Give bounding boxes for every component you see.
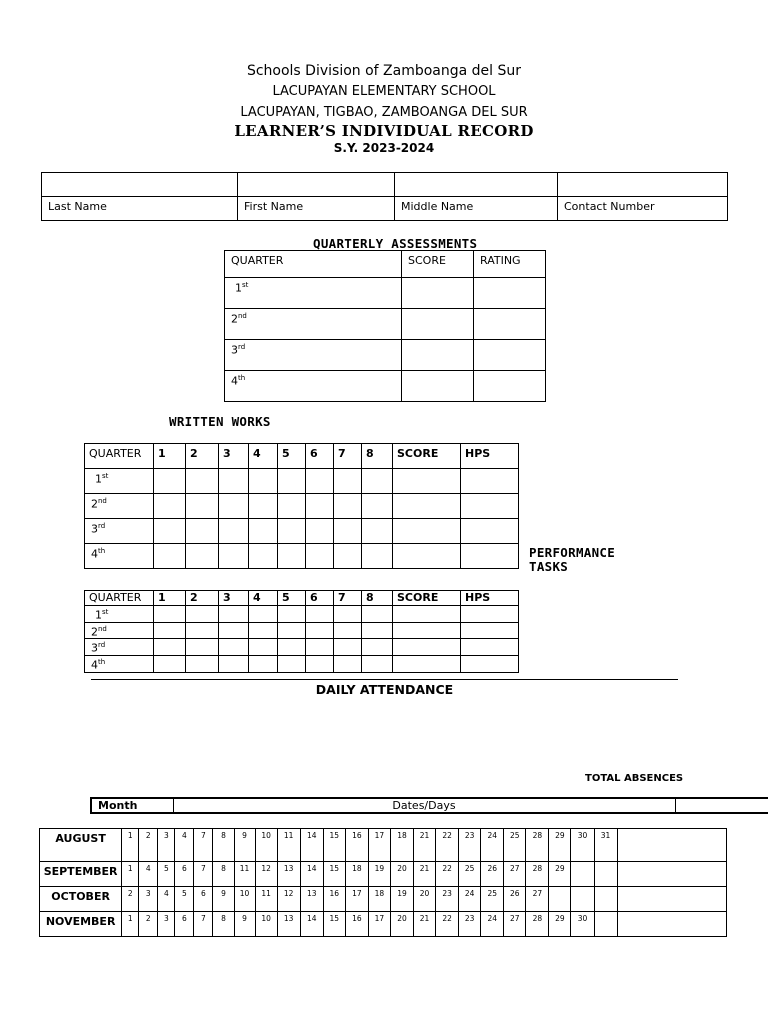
month-label: AUGUST bbox=[40, 829, 122, 862]
empty-day-cell[interactable] bbox=[571, 862, 594, 887]
day-cell[interactable]: 13 bbox=[277, 912, 300, 937]
score-cell[interactable] bbox=[278, 519, 306, 544]
day-cell[interactable]: 27 bbox=[526, 887, 549, 912]
total-absences-cell[interactable] bbox=[617, 887, 726, 912]
score-cell[interactable] bbox=[306, 639, 334, 656]
first-name-entry[interactable] bbox=[238, 173, 395, 197]
school-address: LACUPAYAN, TIGBAO, ZAMBOANGA DEL SUR bbox=[240, 105, 528, 120]
item-header-7: 7 bbox=[334, 444, 362, 469]
day-cell[interactable]: 8 bbox=[213, 829, 234, 862]
section-divider bbox=[91, 679, 678, 680]
score-cell[interactable] bbox=[306, 519, 334, 544]
score-header: SCORE bbox=[393, 444, 461, 469]
score-cell[interactable] bbox=[334, 494, 362, 519]
name-table bbox=[41, 172, 728, 221]
score-cell[interactable] bbox=[278, 606, 306, 623]
empty-day-cell[interactable] bbox=[594, 862, 617, 887]
quarter-label: 4th bbox=[85, 655, 154, 672]
dates-days-header: Dates/Days bbox=[173, 798, 675, 813]
day-cell[interactable]: 22 bbox=[436, 862, 459, 887]
score-cell[interactable] bbox=[219, 655, 249, 672]
score-cell[interactable] bbox=[186, 469, 219, 494]
score-header: SCORE bbox=[393, 591, 461, 606]
day-cell[interactable]: 25 bbox=[481, 887, 504, 912]
day-cell[interactable]: 11 bbox=[277, 829, 300, 862]
score-cell[interactable] bbox=[219, 519, 249, 544]
day-cell[interactable]: 3 bbox=[158, 912, 175, 937]
day-cell[interactable]: 18 bbox=[368, 887, 390, 912]
day-cell[interactable]: 6 bbox=[175, 862, 194, 887]
score-cell[interactable] bbox=[306, 606, 334, 623]
score-cell[interactable] bbox=[219, 494, 249, 519]
day-cell[interactable]: 22 bbox=[436, 912, 459, 937]
contact-number-label: Contact Number bbox=[558, 197, 728, 221]
attendance-table bbox=[39, 828, 727, 937]
item-header-4: 4 bbox=[249, 444, 278, 469]
quarter-label: 3rd bbox=[85, 519, 154, 544]
score-cell[interactable] bbox=[154, 622, 186, 639]
score-cell[interactable] bbox=[362, 494, 393, 519]
day-cell[interactable]: 16 bbox=[345, 829, 368, 862]
score-cell[interactable] bbox=[249, 469, 278, 494]
total-absences-header-cell bbox=[675, 798, 768, 813]
empty-day-cell[interactable] bbox=[549, 887, 571, 912]
day-cell[interactable]: 15 bbox=[323, 829, 345, 862]
day-cell[interactable]: 5 bbox=[158, 862, 175, 887]
item-header-6: 6 bbox=[306, 591, 334, 606]
school-name: LACUPAYAN ELEMENTARY SCHOOL bbox=[272, 84, 496, 99]
item-header-3: 3 bbox=[219, 591, 249, 606]
month-header: Month bbox=[91, 798, 173, 813]
division-name: Schools Division of Zamboanga del Sur bbox=[246, 63, 522, 79]
item-header-1: 1 bbox=[154, 591, 186, 606]
score-cell[interactable] bbox=[393, 494, 461, 519]
item-header-2: 2 bbox=[186, 591, 219, 606]
score-cell[interactable] bbox=[334, 544, 362, 569]
score-cell[interactable] bbox=[334, 469, 362, 494]
item-header-8: 8 bbox=[362, 591, 393, 606]
score-cell[interactable] bbox=[393, 606, 461, 623]
score-cell[interactable] bbox=[249, 639, 278, 656]
day-cell[interactable]: 15 bbox=[323, 862, 345, 887]
score-header: SCORE bbox=[402, 251, 474, 278]
day-cell[interactable]: 25 bbox=[459, 862, 481, 887]
score-cell[interactable] bbox=[393, 622, 461, 639]
day-cell[interactable]: 10 bbox=[234, 887, 255, 912]
score-cell[interactable] bbox=[186, 622, 219, 639]
day-cell[interactable]: 1 bbox=[122, 862, 139, 887]
score-cell[interactable] bbox=[249, 655, 278, 672]
middle-name-entry[interactable] bbox=[395, 173, 558, 197]
hps-header: HPS bbox=[461, 444, 519, 469]
item-header-5: 5 bbox=[278, 444, 306, 469]
score-cell[interactable] bbox=[461, 655, 519, 672]
score-cell[interactable] bbox=[393, 469, 461, 494]
day-cell[interactable]: 2 bbox=[122, 887, 139, 912]
score-cell[interactable] bbox=[249, 494, 278, 519]
day-cell[interactable]: 9 bbox=[234, 912, 255, 937]
total-absences-cell[interactable] bbox=[617, 912, 726, 937]
day-cell[interactable]: 2 bbox=[139, 912, 158, 937]
performance-title-line1: PERFORMANCE bbox=[529, 545, 616, 560]
school-year: S.Y. 2023-2024 bbox=[333, 141, 435, 155]
day-cell[interactable]: 7 bbox=[194, 912, 213, 937]
day-cell[interactable]: 30 bbox=[571, 829, 594, 862]
score-cell[interactable] bbox=[402, 371, 474, 402]
score-cell[interactable] bbox=[362, 544, 393, 569]
day-cell[interactable]: 29 bbox=[549, 912, 571, 937]
attendance-row-november bbox=[40, 912, 727, 937]
score-cell[interactable] bbox=[334, 622, 362, 639]
day-cell[interactable]: 14 bbox=[300, 912, 323, 937]
day-cell[interactable]: 21 bbox=[414, 912, 436, 937]
day-cell[interactable]: 24 bbox=[459, 887, 481, 912]
day-cell[interactable]: 24 bbox=[481, 912, 504, 937]
score-cell[interactable] bbox=[278, 494, 306, 519]
day-cell[interactable]: 11 bbox=[234, 862, 255, 887]
day-cell[interactable]: 18 bbox=[345, 862, 368, 887]
score-cell[interactable] bbox=[334, 519, 362, 544]
day-cell[interactable]: 7 bbox=[194, 862, 213, 887]
score-cell[interactable] bbox=[362, 519, 393, 544]
score-cell[interactable] bbox=[362, 622, 393, 639]
score-cell[interactable] bbox=[402, 309, 474, 340]
day-cell[interactable]: 20 bbox=[390, 912, 413, 937]
score-cell[interactable] bbox=[393, 544, 461, 569]
month-label: NOVEMBER bbox=[40, 912, 122, 937]
score-cell[interactable] bbox=[219, 606, 249, 623]
score-cell[interactable] bbox=[461, 622, 519, 639]
day-cell[interactable]: 25 bbox=[504, 829, 526, 862]
day-cell[interactable]: 27 bbox=[504, 912, 526, 937]
item-header-6: 6 bbox=[306, 444, 334, 469]
month-label: SEPTEMBER bbox=[40, 862, 122, 887]
day-cell[interactable]: 14 bbox=[300, 829, 323, 862]
month-dates-header bbox=[90, 797, 768, 814]
month-label: OCTOBER bbox=[40, 887, 122, 912]
score-cell[interactable] bbox=[219, 639, 249, 656]
hps-header: HPS bbox=[461, 591, 519, 606]
score-cell[interactable] bbox=[154, 639, 186, 656]
day-cell[interactable]: 12 bbox=[277, 887, 300, 912]
day-cell[interactable]: 12 bbox=[255, 862, 277, 887]
quarter-label: 2nd bbox=[225, 309, 402, 340]
quarter-label: 1st bbox=[225, 278, 402, 309]
score-cell[interactable] bbox=[186, 519, 219, 544]
score-cell[interactable] bbox=[278, 544, 306, 569]
written-works-table bbox=[84, 443, 519, 569]
score-cell[interactable] bbox=[461, 519, 519, 544]
score-cell[interactable] bbox=[402, 278, 474, 309]
day-cell[interactable]: 13 bbox=[277, 862, 300, 887]
score-cell[interactable] bbox=[186, 544, 219, 569]
quarterly-assessments-title: QUARTERLY ASSESSMENTS bbox=[313, 236, 478, 251]
score-cell[interactable] bbox=[154, 519, 186, 544]
quarter-label: 2nd bbox=[85, 494, 154, 519]
quarter-header: QUARTER bbox=[85, 444, 154, 469]
score-cell[interactable] bbox=[154, 655, 186, 672]
day-cell[interactable]: 11 bbox=[255, 887, 277, 912]
rating-cell[interactable] bbox=[474, 309, 546, 340]
middle-name-label: Middle Name bbox=[395, 197, 558, 221]
last-name-entry[interactable] bbox=[42, 173, 238, 197]
score-cell[interactable] bbox=[186, 606, 219, 623]
day-cell[interactable]: 27 bbox=[504, 862, 526, 887]
score-cell[interactable] bbox=[306, 655, 334, 672]
day-cell[interactable]: 17 bbox=[345, 887, 368, 912]
score-cell[interactable] bbox=[219, 469, 249, 494]
score-cell[interactable] bbox=[334, 655, 362, 672]
attendance-row-september bbox=[40, 862, 727, 887]
day-cell[interactable]: 14 bbox=[300, 862, 323, 887]
day-cell[interactable]: 13 bbox=[300, 887, 323, 912]
day-cell[interactable]: 4 bbox=[175, 829, 194, 862]
score-cell[interactable] bbox=[249, 544, 278, 569]
day-cell[interactable]: 5 bbox=[175, 887, 194, 912]
quarter-label: 2nd bbox=[85, 622, 154, 639]
score-cell[interactable] bbox=[402, 340, 474, 371]
score-cell[interactable] bbox=[249, 622, 278, 639]
rating-header: RATING bbox=[474, 251, 546, 278]
day-cell[interactable]: 1 bbox=[122, 912, 139, 937]
score-cell[interactable] bbox=[154, 494, 186, 519]
day-cell[interactable]: 6 bbox=[175, 912, 194, 937]
performance-tasks-title bbox=[529, 546, 615, 574]
item-header-2: 2 bbox=[186, 444, 219, 469]
day-cell[interactable]: 22 bbox=[436, 829, 459, 862]
score-cell[interactable] bbox=[461, 606, 519, 623]
score-cell[interactable] bbox=[154, 469, 186, 494]
score-cell[interactable] bbox=[362, 655, 393, 672]
score-cell[interactable] bbox=[278, 622, 306, 639]
quarter-label: 4th bbox=[225, 371, 402, 402]
day-cell[interactable]: 31 bbox=[594, 829, 617, 862]
rating-cell[interactable] bbox=[474, 340, 546, 371]
day-cell[interactable]: 1 bbox=[122, 829, 139, 862]
day-cell[interactable]: 9 bbox=[234, 829, 255, 862]
score-cell[interactable] bbox=[393, 655, 461, 672]
day-cell[interactable]: 17 bbox=[368, 912, 390, 937]
day-cell[interactable]: 2 bbox=[139, 829, 158, 862]
performance-tasks-table bbox=[84, 590, 519, 673]
empty-day-cell[interactable] bbox=[594, 887, 617, 912]
score-cell[interactable] bbox=[219, 622, 249, 639]
total-absences-cell[interactable] bbox=[617, 829, 726, 862]
daily-attendance-title: DAILY ATTENDANCE bbox=[315, 682, 454, 697]
quarter-label: 1st bbox=[85, 469, 154, 494]
day-cell[interactable]: 28 bbox=[526, 829, 549, 862]
score-cell[interactable] bbox=[249, 606, 278, 623]
day-cell[interactable]: 6 bbox=[194, 887, 213, 912]
empty-day-cell[interactable] bbox=[594, 912, 617, 937]
day-cell[interactable]: 30 bbox=[571, 912, 594, 937]
item-header-5: 5 bbox=[278, 591, 306, 606]
attendance-row-august bbox=[40, 829, 727, 862]
quarter-label: 3rd bbox=[85, 639, 154, 656]
day-cell[interactable]: 21 bbox=[414, 829, 436, 862]
score-cell[interactable] bbox=[278, 639, 306, 656]
item-header-3: 3 bbox=[219, 444, 249, 469]
day-cell[interactable]: 29 bbox=[549, 829, 571, 862]
day-cell[interactable]: 16 bbox=[323, 887, 345, 912]
score-cell[interactable] bbox=[393, 639, 461, 656]
score-cell[interactable] bbox=[186, 655, 219, 672]
day-cell[interactable]: 3 bbox=[158, 829, 175, 862]
score-cell[interactable] bbox=[461, 469, 519, 494]
day-cell[interactable]: 4 bbox=[158, 887, 175, 912]
day-cell[interactable]: 8 bbox=[213, 912, 234, 937]
day-cell[interactable]: 19 bbox=[368, 862, 390, 887]
day-cell[interactable]: 8 bbox=[213, 862, 234, 887]
day-cell[interactable]: 3 bbox=[139, 887, 158, 912]
score-cell[interactable] bbox=[306, 469, 334, 494]
quarterly-assessments-table bbox=[224, 250, 546, 402]
day-cell[interactable]: 10 bbox=[255, 829, 277, 862]
day-cell[interactable]: 21 bbox=[414, 862, 436, 887]
quarter-label: 1st bbox=[85, 606, 154, 623]
score-cell[interactable] bbox=[362, 639, 393, 656]
score-cell[interactable] bbox=[306, 622, 334, 639]
score-cell[interactable] bbox=[154, 606, 186, 623]
day-cell[interactable]: 10 bbox=[255, 912, 277, 937]
score-cell[interactable] bbox=[154, 544, 186, 569]
record-title: LEARNER’S INDIVIDUAL RECORD bbox=[234, 122, 534, 140]
item-header-7: 7 bbox=[334, 591, 362, 606]
first-name-label: First Name bbox=[238, 197, 395, 221]
day-cell[interactable]: 15 bbox=[323, 912, 345, 937]
day-cell[interactable]: 17 bbox=[368, 829, 390, 862]
day-cell[interactable]: 7 bbox=[194, 829, 213, 862]
day-cell[interactable]: 18 bbox=[390, 829, 413, 862]
score-cell[interactable] bbox=[334, 606, 362, 623]
day-cell[interactable]: 20 bbox=[390, 862, 413, 887]
score-cell[interactable] bbox=[278, 655, 306, 672]
rating-cell[interactable] bbox=[474, 371, 546, 402]
score-cell[interactable] bbox=[461, 544, 519, 569]
day-cell[interactable]: 26 bbox=[504, 887, 526, 912]
quarter-header: QUARTER bbox=[225, 251, 402, 278]
day-cell[interactable]: 28 bbox=[526, 862, 549, 887]
day-cell[interactable]: 23 bbox=[436, 887, 459, 912]
score-cell[interactable] bbox=[278, 469, 306, 494]
score-cell[interactable] bbox=[461, 639, 519, 656]
day-cell[interactable]: 20 bbox=[414, 887, 436, 912]
day-cell[interactable]: 29 bbox=[549, 862, 571, 887]
score-cell[interactable] bbox=[306, 544, 334, 569]
performance-title-line2: TASKS bbox=[529, 559, 569, 574]
total-absences-label: TOTAL ABSENCES bbox=[585, 773, 684, 784]
day-cell[interactable]: 4 bbox=[139, 862, 158, 887]
day-cell[interactable]: 19 bbox=[390, 887, 413, 912]
quarter-header: QUARTER bbox=[85, 591, 154, 606]
item-header-1: 1 bbox=[154, 444, 186, 469]
score-cell[interactable] bbox=[461, 494, 519, 519]
score-cell[interactable] bbox=[306, 494, 334, 519]
total-absences-cell[interactable] bbox=[617, 862, 726, 887]
day-cell[interactable]: 26 bbox=[481, 862, 504, 887]
item-header-8: 8 bbox=[362, 444, 393, 469]
score-cell[interactable] bbox=[186, 494, 219, 519]
score-cell[interactable] bbox=[334, 639, 362, 656]
day-cell[interactable]: 23 bbox=[459, 829, 481, 862]
written-works-title: WRITTEN WORKS bbox=[169, 414, 271, 429]
day-cell[interactable]: 28 bbox=[526, 912, 549, 937]
day-cell[interactable]: 24 bbox=[481, 829, 504, 862]
score-cell[interactable] bbox=[393, 519, 461, 544]
day-cell[interactable]: 9 bbox=[213, 887, 234, 912]
rating-cell[interactable] bbox=[474, 278, 546, 309]
score-cell[interactable] bbox=[219, 544, 249, 569]
score-cell[interactable] bbox=[249, 519, 278, 544]
last-name-label: Last Name bbox=[42, 197, 238, 221]
attendance-row-october bbox=[40, 887, 727, 912]
empty-day-cell[interactable] bbox=[571, 887, 594, 912]
day-cell[interactable]: 16 bbox=[345, 912, 368, 937]
score-cell[interactable] bbox=[186, 639, 219, 656]
quarter-label: 4th bbox=[85, 544, 154, 569]
quarter-label: 3rd bbox=[225, 340, 402, 371]
day-cell[interactable]: 23 bbox=[459, 912, 481, 937]
item-header-4: 4 bbox=[249, 591, 278, 606]
contact-number-entry[interactable] bbox=[558, 173, 728, 197]
score-cell[interactable] bbox=[362, 469, 393, 494]
score-cell[interactable] bbox=[362, 606, 393, 623]
